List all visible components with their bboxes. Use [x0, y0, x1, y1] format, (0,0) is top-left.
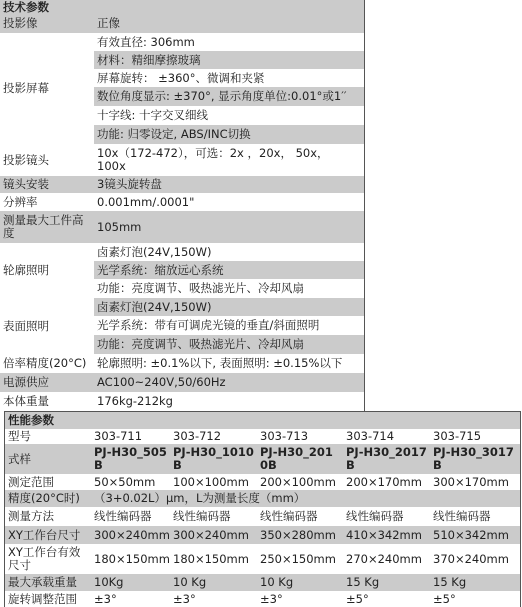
perf-range-4: 200×170mm — [343, 474, 430, 490]
perf-label-rotation: 旋转调整范围 — [5, 591, 91, 607]
perf-range-1: 50×50mm — [91, 474, 170, 490]
perf-method-5: 线性编码器 — [430, 507, 520, 526]
spec-value-screen-1: 有效直径: 306mm — [94, 33, 364, 51]
perf-label-model: 型号 — [5, 429, 91, 444]
perf-style-5: PJ-H30_3017B — [430, 444, 520, 474]
spec-value-lens: 10x（172-472），可选：2x ，20x， 50x，100x — [94, 144, 344, 176]
spec-label-power: 电源供应 — [0, 373, 94, 392]
spec-label-projection: 投影像 — [0, 14, 94, 33]
perf-model-5: 303-715 — [430, 429, 520, 444]
spec-label-resolution: 分辨率 — [0, 193, 94, 211]
perf-range-2: 100×100mm — [170, 474, 257, 490]
perf-label-load: 最大承载重量 — [5, 574, 91, 591]
spec-table — [0, 0, 365, 411]
spec-value-contour-1: 卤素灯泡(24V,150W) — [94, 243, 364, 261]
perf-range-5: 300×170mm — [430, 474, 520, 490]
perf-label-range: 测定范围 — [5, 474, 91, 490]
spec-header: 技术参数 — [0, 0, 364, 14]
perf-style-2: PJ-H30_1010B — [170, 444, 257, 474]
perf-load-2: 10 Kg — [170, 574, 257, 591]
spec-value-screen-2: 材料：精细摩擦玻璃 — [94, 51, 364, 69]
spec-value-screen-6: 功能: 归零设定, ABS/INC切换 — [94, 125, 364, 144]
perf-table-size-4: 410×342mm — [343, 526, 430, 544]
spec-value-power: AC100~240V,50/60Hz — [94, 373, 364, 392]
perf-rotation-2: ±3° — [170, 591, 257, 607]
spec-value-contour-2: 光学系统：缩放远心系统 — [94, 261, 364, 279]
perf-style-1: PJ-H30_505B — [91, 444, 170, 474]
spec-label-surface-light: 表面照明 — [0, 298, 94, 354]
perf-load-5: 15 Kg — [430, 574, 520, 591]
perf-rotation-1: ±3° — [91, 591, 170, 607]
perf-label-method: 测量方法 — [5, 507, 91, 526]
spec-label-screen: 投影屏幕 — [0, 33, 94, 144]
perf-load-3: 10 Kg — [257, 574, 343, 591]
perf-label-accuracy: 精度(20°C时) — [5, 490, 91, 507]
perf-rotation-4: ±5° — [343, 591, 430, 607]
perf-model-4: 303-714 — [343, 429, 430, 444]
perf-model-2: 303-712 — [170, 429, 257, 444]
perf-method-2: 线性编码器 — [170, 507, 257, 526]
perf-accuracy-value: （3+0.02L）μm，L为测量长度（mm） — [91, 490, 520, 507]
spec-value-screen-3: 屏幕旋转： ±360°、微调和夹紧 — [94, 69, 364, 87]
perf-table-eff-4: 270×240mm — [343, 544, 430, 574]
spec-value-surface-3: 功能：亮度调节、吸热滤光片、冷却风扇 — [94, 335, 364, 354]
spec-value-screen-5: 十字线: 十字交叉细线 — [94, 106, 364, 125]
perf-header: 性能参数 — [5, 412, 521, 429]
perf-table-size-3: 350×280mm — [257, 526, 343, 544]
spec-divider — [364, 0, 365, 411]
perf-method-3: 线性编码器 — [257, 507, 343, 526]
spec-value-resolution: 0.001mm/.0001" — [94, 193, 364, 211]
perf-label-table-size: XY工作台尺寸 — [5, 526, 91, 544]
spec-label-weight: 本体重量 — [0, 392, 94, 411]
spec-value-mount: 3镜头旋转盘 — [94, 176, 364, 193]
perf-table-eff-1: 180×150mm — [91, 544, 170, 574]
perf-label-table-effective: XY工作台有效尺寸 — [5, 544, 91, 574]
spec-label-mount: 镜头安装 — [0, 176, 94, 193]
perf-rotation-3: ±3° — [257, 591, 343, 607]
perf-table-eff-2: 180×150mm — [170, 544, 257, 574]
spec-value-max-height: 105mm — [94, 211, 364, 243]
spec-label-lens: 投影镜头 — [0, 144, 94, 176]
spec-value-weight: 176kg-212kg — [94, 392, 364, 411]
perf-load-1: 10Kg — [91, 574, 170, 591]
spec-label-contour-light: 轮廓照明 — [0, 243, 94, 298]
perf-model-1: 303-711 — [91, 429, 170, 444]
spec-label-magnification: 倍率精度(20°C) — [0, 354, 94, 373]
perf-table-eff-3: 250×150mm — [257, 544, 343, 574]
spec-value-screen-4: 数位角度显示: ±370°, 显示角度单位:0.01°或1′′ — [94, 87, 364, 106]
spec-label-max-height: 测量最大工件高度 — [0, 211, 94, 243]
perf-style-3: PJ-H30_2010B — [257, 444, 343, 474]
perf-table-size-2: 300×240mm — [170, 526, 257, 544]
perf-table-size-5: 510×342mm — [430, 526, 520, 544]
perf-method-1: 线性编码器 — [91, 507, 170, 526]
perf-table-size-1: 300×240mm — [91, 526, 170, 544]
spec-value-surface-2: 光学系统：带有可调虎光镜的垂直/斜面照明 — [94, 316, 364, 335]
perf-label-style: 式样 — [5, 444, 91, 474]
spec-value-contour-3: 功能：亮度调节、吸热滤光片、冷却风扇 — [94, 279, 364, 298]
perf-range-3: 200×100mm — [257, 474, 343, 490]
perf-method-4: 线性编码器 — [343, 507, 430, 526]
perf-table — [4, 411, 521, 607]
spec-value-magnification: 轮廓照明: ±0.1%以下, 表面照明: ±0.15%以下 — [94, 354, 364, 373]
spec-value-projection: 正像 — [94, 14, 364, 33]
perf-rotation-5: ±5° — [430, 591, 520, 607]
perf-model-3: 303-713 — [257, 429, 343, 444]
perf-load-4: 15 Kg — [343, 574, 430, 591]
spec-value-surface-1: 卤素灯泡(24V,150W) — [94, 298, 364, 316]
perf-table-eff-5: 370×240mm — [430, 544, 520, 574]
perf-style-4: PJ-H30_2017B — [343, 444, 430, 474]
